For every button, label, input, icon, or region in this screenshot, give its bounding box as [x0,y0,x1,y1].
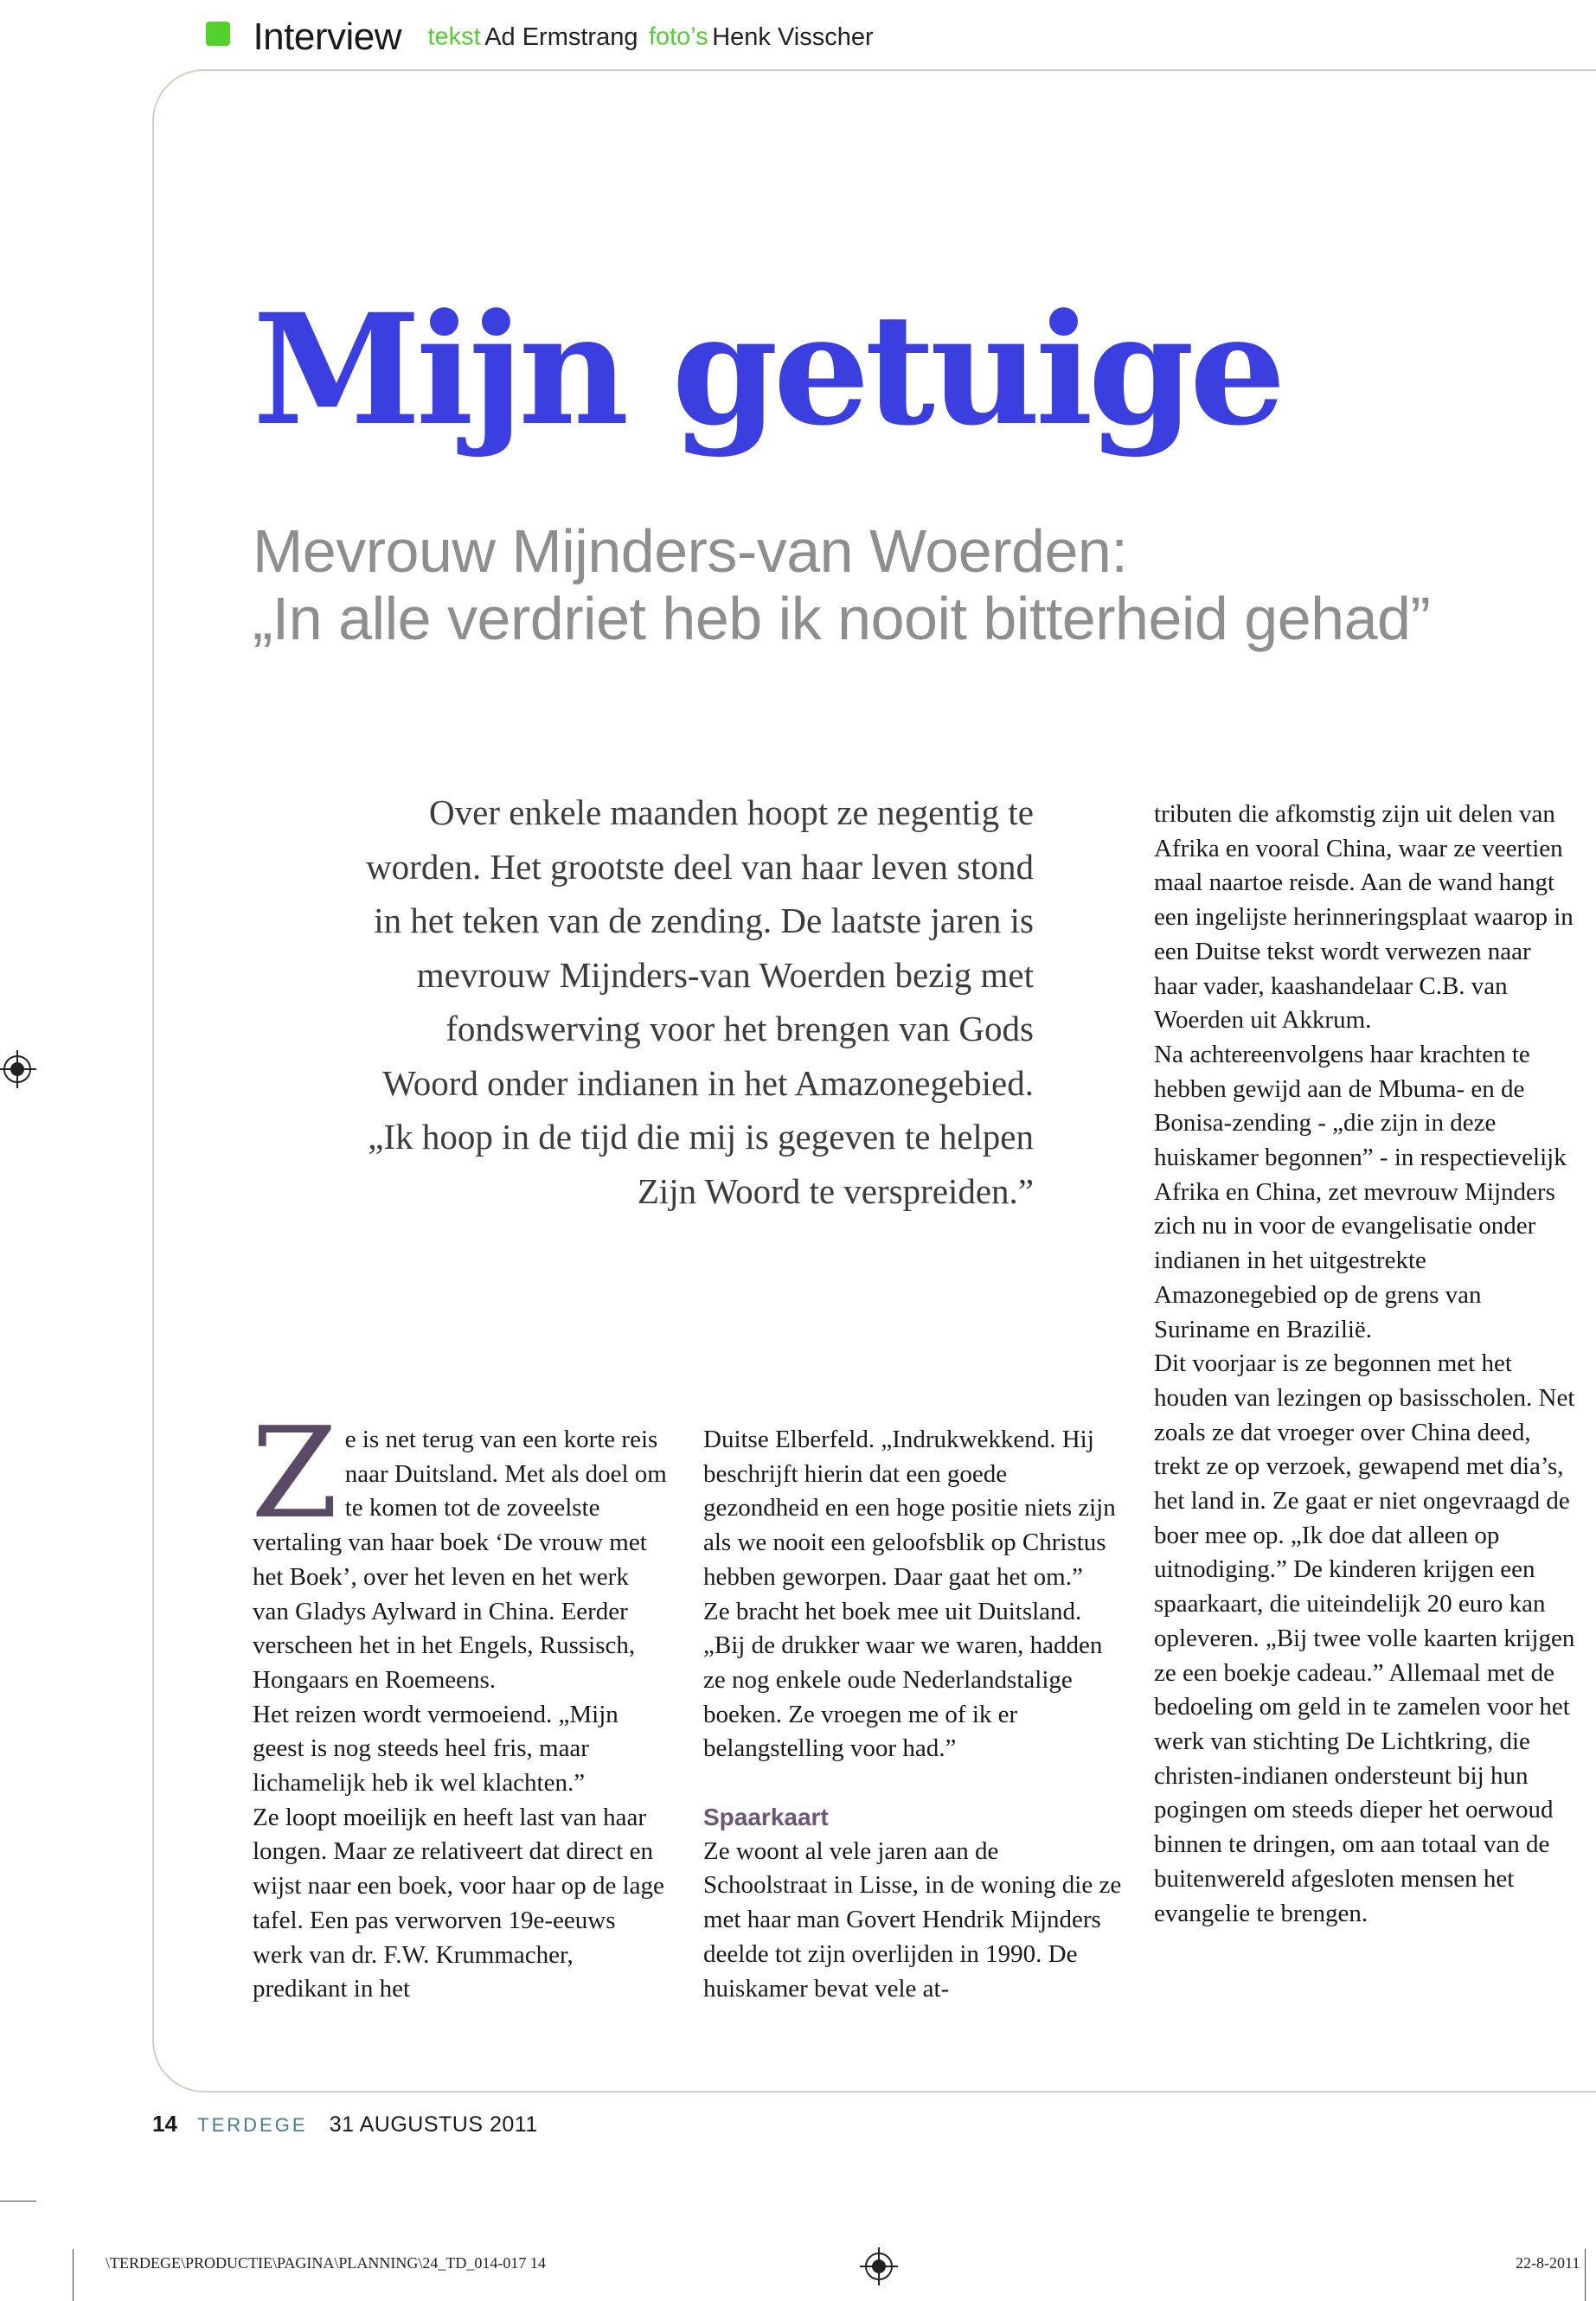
registration-mark-icon [3,1055,31,1083]
article-header [206,16,881,67]
subtitle-line-2: „In alle verdriet heb ik nooit bitterheid gehad” [253,585,1431,652]
trim-mark [73,2249,74,2301]
article-title: Mijn getuige [253,280,1281,459]
body-column-1 [251,1400,668,2007]
trim-mark [1585,2249,1586,2301]
text-credit-label: tekst [427,22,481,51]
body-paragraph: Na achtereenvolgens haar krachten te hebben gewijd aan de Mbuma- en de Bonisa-zending - „die zijn in deze huiskamer begonnen” - in respectievelijk Afrika en China, zet mevrouw Mijnders zich nu in voor de evangelisatie onder indianen in het uitgestrekte Amazonegebied op de grens van Suriname en Brazilië. [1154,1040,1567,1343]
body-paragraph: Dit voorjaar is ze begonnen met het houden van lezingen op basisscholen. Net zoals ze dat vroeger over China deed, trekt ze op verzoek, gewapend met dia’s, het land in. Ze gaat er niet ongevraagd de boer mee op. „Ik doe dat alleen op uitnodiging.” De kinderen krijgen een spaarkaart, die uiteindelijk 20 euro kan opleveren. „Bij twee volle kaarten krijgen ze een boekje cadeau.” Allemaal met de bedoeling om geld in te zamelen voor het werk van stichting De Lichtkring, die christen-indianen ondersteunt bij hun pogingen om steeds dieper het oerwoud binnen te dringen, om aan totaal van de buitenwereld afgesloten mensen het evangelie te brengen. [1154,1349,1575,1927]
body-column-2 [703,1423,1127,2006]
body-paragraph-text: e is net terug van een korte reis naar Duitsland. Met als doel om te komen tot de zoveelste vertaling van haar boek ‘De vrouw met het Boek’, over het leven en het werk van Gladys Aylward in China. Eerder verscheen het in het Engels, Russisch, Hongaars en Roemeens. [253,1426,667,1694]
photo-credit-name: Henk Visscher [712,22,874,51]
body-paragraph: tributen die afkomstig zijn uit delen van Afrika en vooral China, waar ze veertien maal naartoe reisde. Aan de wand hangt een ingelijste herinneringsplaat waarop in een Duitse tekst wordt verwezen naar haar vader, kaashandelaar C.B. van Woerden uit Akkrum. [1154,800,1574,1035]
section-label: Interview [253,16,402,58]
page-number: 14 [152,2111,177,2137]
body-paragraph: Ze woont al vele jaren aan de Schoolstraat in Lisse, in de woning die ze met haar man Govert Hendrik Mijnders deelde tot zijn overlijden in 1990. De huiskamer bevat vele at- [703,1836,1122,2003]
text-credit-name: Ad Ermstrang [484,22,638,51]
body-paragraph: Duitse Elberfeld. „Indrukwekkend. Hij beschrijft hierin dat een goede gezondheid en een hoge positie niets zijn als we nooit een geloofsblik op Christus hebben geworpen. Daar gaat het om.” [703,1426,1116,1591]
body-paragraph: Ze loopt moeilijk en heeft last van haar longen. Maar ze relativeert dat direct en wijst naar een boek, voor haar op de lage tafel. Een pas verworven 19e-eeuws werk van dr. F.W. Krummacher, predikant in het [253,1803,664,2003]
subtitle-line-1: Mevrouw Mijnders-van Woerden: [253,517,1128,585]
body-paragraph: Het reizen wordt vermoeiend. „Mijn geest is nog steeds heel fris, maar lichamelijk heb ik wel klachten.” [253,1700,619,1798]
print-slug-path: \TERDEGE\PRODUCTIE\PAGINA\PLANNING\24_TD_014-017 14 [106,2254,546,2272]
issue-date: 31 AUGUSTUS 2011 [329,2112,538,2137]
body-paragraph [251,1400,668,1698]
section-marker-icon [206,22,230,46]
photo-credit-label: foto’s [648,22,708,51]
body-column-3 [1154,798,1576,1931]
trim-mark [0,2201,36,2202]
article-subtitle [253,517,1550,652]
registration-mark-icon [865,2253,893,2280]
print-slug-date: 22-8-2011 [1516,2254,1580,2272]
body-paragraph: Ze bracht het boek mee uit Duitsland. „Bij de drukker waar we waren, hadden ze nog enkele oude Nederlandstalige boeken. Ze vroegen me of ik er belangstelling voor had.” [703,1597,1103,1763]
page-footer [152,2111,538,2138]
intro-paragraph: Over enkele maanden hoopt ze negentig te worden. Het grootste deel van haar leven stond in het teken van de zending. De laatste jaren is mevrouw Mijnders-van Woerden bezig met fondswerving voor het brengen van Gods Woord onder indianen in het Amazonegebied. „Ik hoop in de tijd die mij is gegeven te helpen Zijn Woord te verspreiden.” [366,792,1034,1211]
drop-cap: Z [251,1400,338,1547]
magazine-name: TERDEGE [197,2114,308,2136]
subheading: Spaarkaart [703,1804,829,1831]
